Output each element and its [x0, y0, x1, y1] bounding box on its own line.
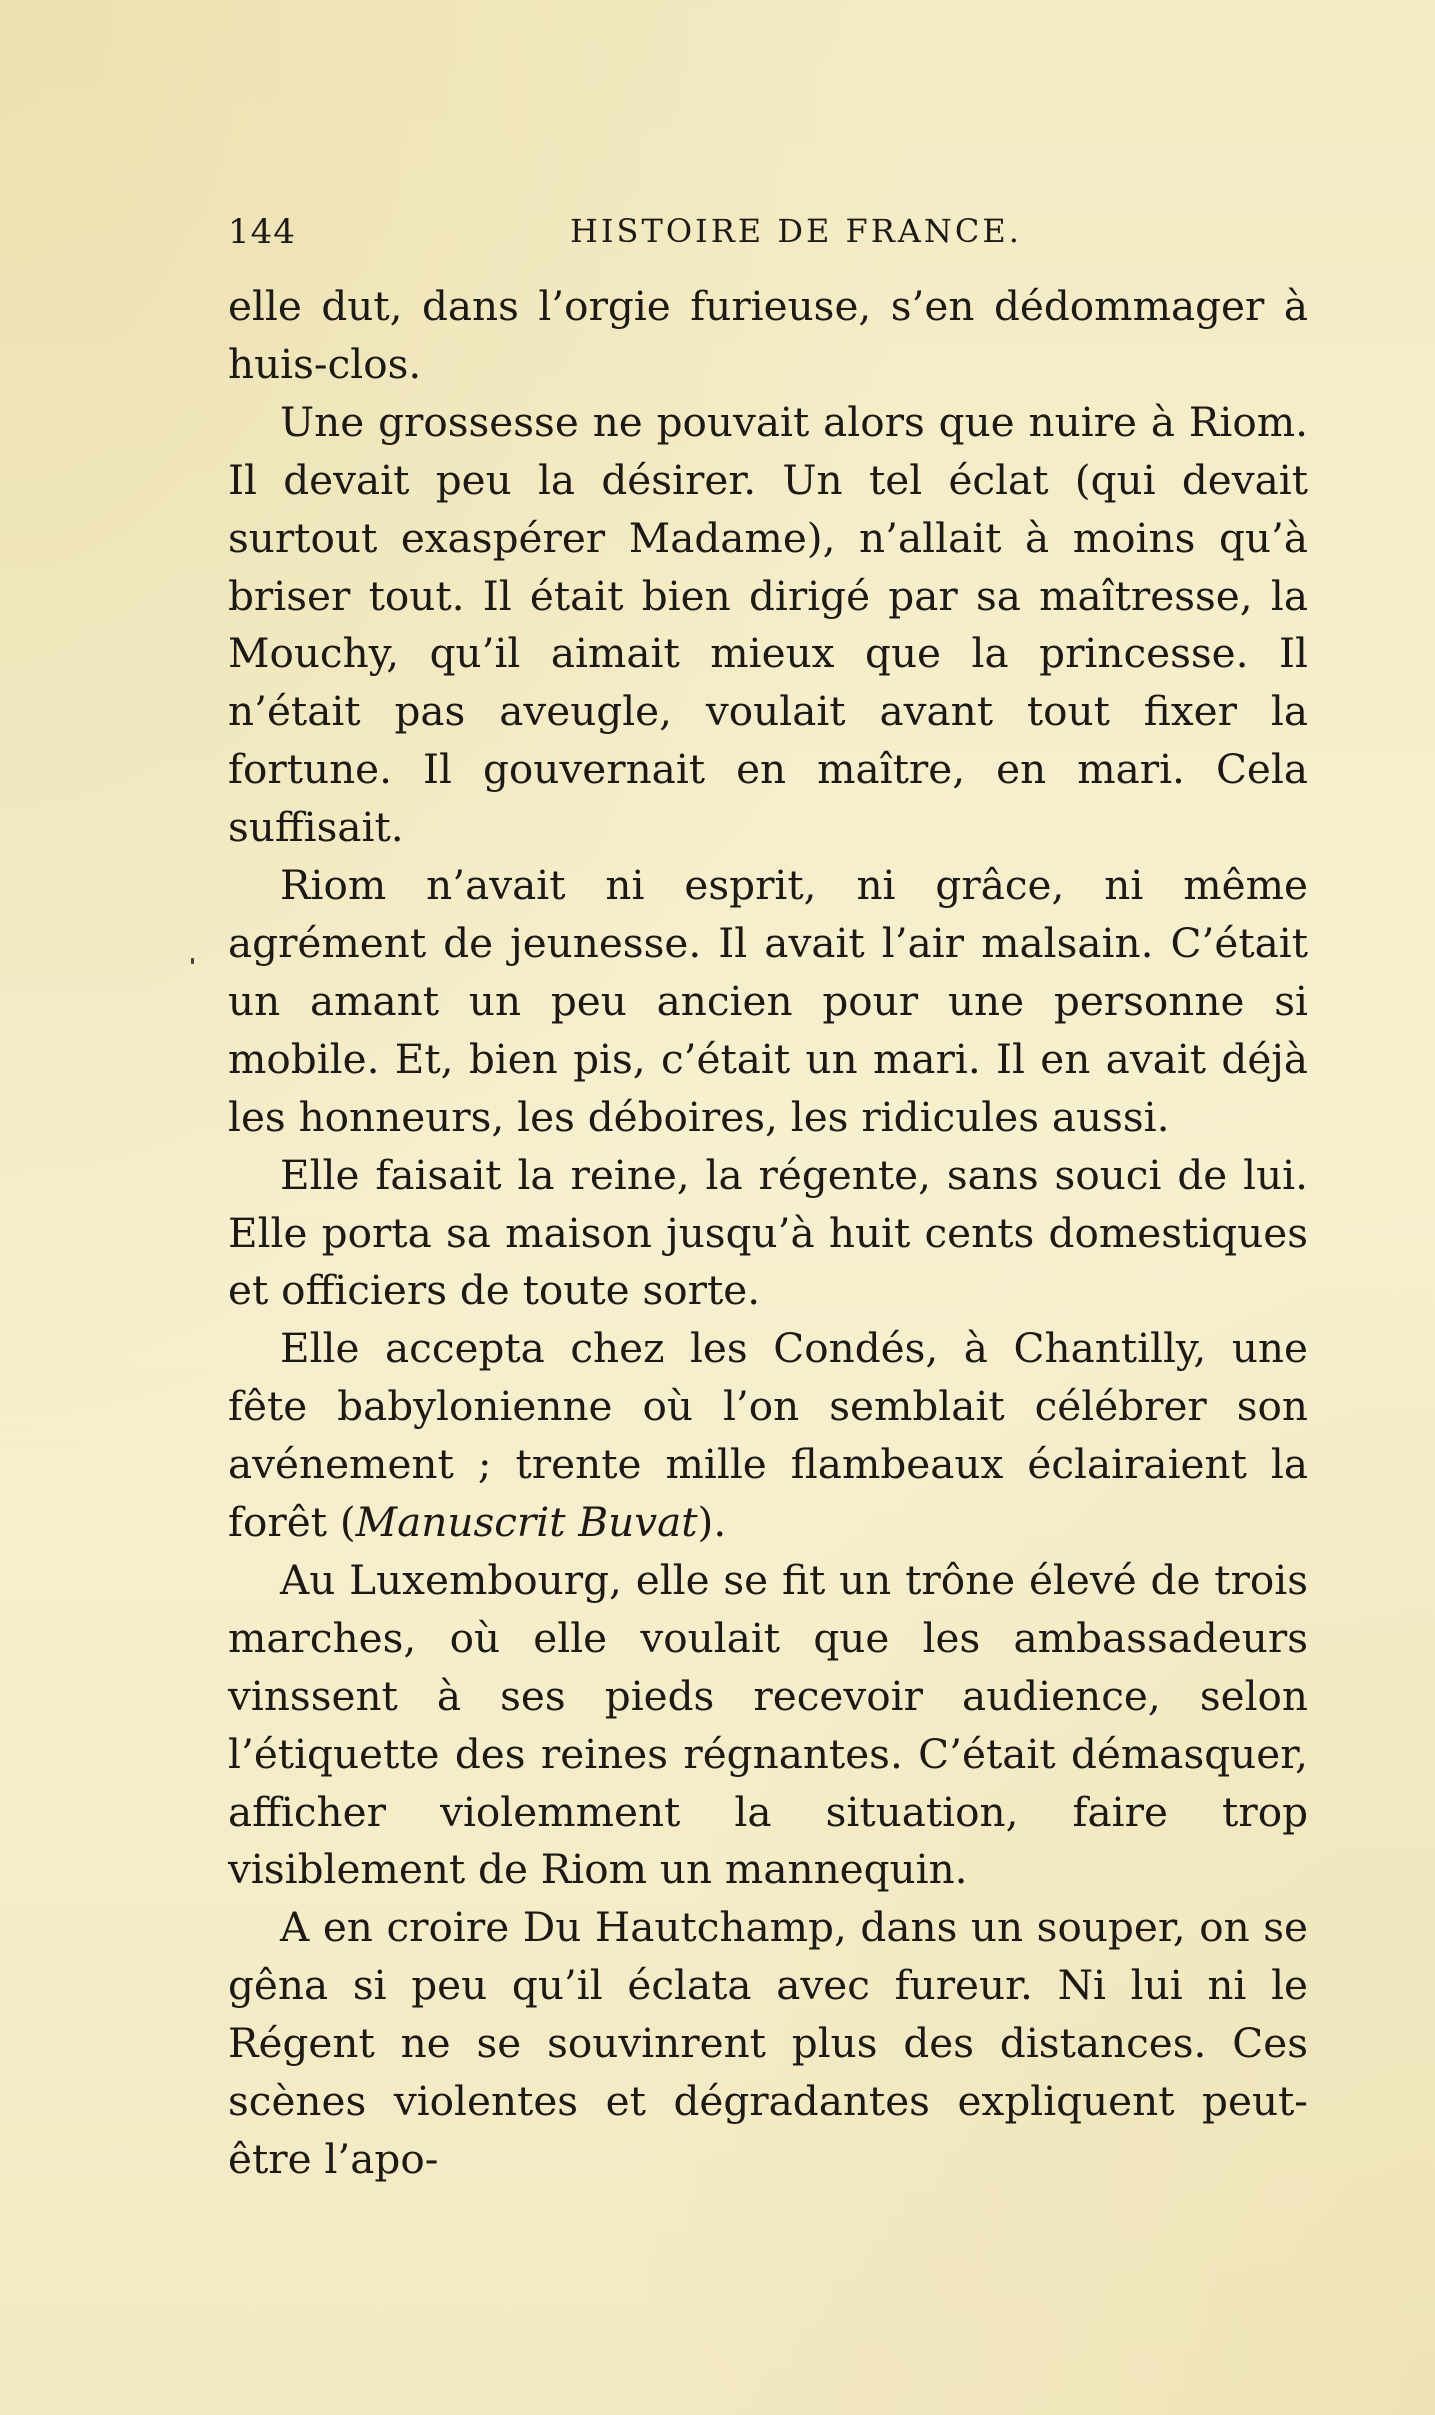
paragraph-5: [228, 1320, 1308, 1552]
paragraph-5-end: ).: [697, 1498, 727, 1547]
scan-speck: [191, 958, 194, 964]
running-title: HISTOIRE DE FRANCE.: [570, 212, 1022, 250]
page-number: 144: [228, 212, 296, 252]
paragraph-6: Au Luxembourg, elle se fit un trône élevé de trois marches, où elle voulait que les ambassadeurs vinssent à ses pieds recevoir audience, selon l’étiquette des reines régnantes. C’était démasquer, afficher violemment la situation, faire trop visiblement de Riom un mannequin.: [228, 1555, 1308, 1894]
citation-manuscrit-buvat: Manuscrit Buvat: [355, 1498, 698, 1547]
paragraph-7: A en croire Du Hautchamp, dans un souper, on se gêna si peu qu’il éclata avec fureur. Ni lui ni le Régent ne se souvinrent plus des distances. Ces scènes violentes et dégradantes expliquent peut-être l’apo-: [228, 1903, 1308, 2183]
running-head: [228, 212, 1308, 262]
paragraph-5-text: Elle accepta chez les Condés, à Chantilly, une fête babylonienne où l’on semblait célébrer son avénement ; trente mille flambeaux éclairaient la forêt (: [228, 1324, 1308, 1547]
paragraph-4: Elle faisait la reine, la régente, sans souci de lui. Elle porta sa maison jusqu’à huit cents domestiques et officiers de toute sorte.: [228, 1150, 1308, 1315]
paragraph-2: Une grossesse ne pouvait alors que nuire à Riom. Il devait peu la désirer. Un tel éclat (qui devait surtout exaspérer Madame), n’allait à moins qu’à briser tout. Il était bien dirigé par sa maîtresse, la Mouchy, qu’il aimait mieux que la princesse. Il n’était pas aveugle, voulait avant tout fixer la fortune. Il gouvernait en maître, en mari. Cela suffisait.: [228, 397, 1308, 852]
paragraph-1: elle dut, dans l’orgie furieuse, s’en dédommager à huis-clos.: [228, 282, 1308, 388]
body-text: [228, 278, 1308, 2189]
paragraph-3: Riom n’avait ni esprit, ni grâce, ni même agrément de jeunesse. Il avait l’air malsain. C’était un amant un peu ancien pour une personne si mobile. Et, bien pis, c’était un mari. Il en avait déjà les honneurs, les déboires, les ridicules aussi.: [228, 861, 1308, 1141]
